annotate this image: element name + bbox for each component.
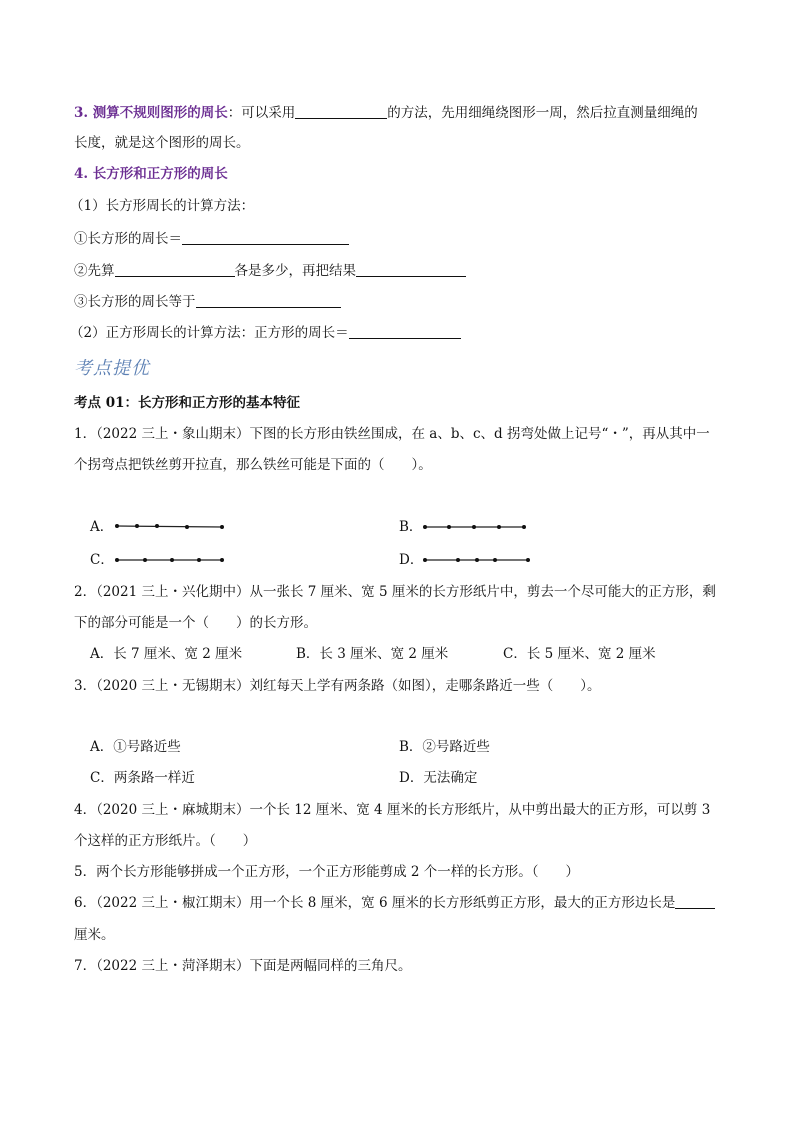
wire-dot	[155, 524, 159, 528]
topic-title: 考点 01：长方形和正方形的基本特征	[74, 395, 300, 411]
point4-item1-blank[interactable]	[182, 230, 349, 245]
q2-option-a[interactable]: A．长 7 厘米、宽 2 厘米	[90, 646, 243, 662]
wire-dot	[115, 558, 119, 562]
q1-line2: 个拐弯点把铁丝剪开拉直，那么铁丝可能是下面的（ ）。	[74, 457, 432, 473]
point4-item1-text: ①长方形的周长＝	[74, 231, 182, 247]
wire-dot	[522, 525, 526, 529]
point4-sub2-blank[interactable]	[349, 324, 461, 339]
q3-option-d[interactable]: D．无法确定	[399, 770, 478, 786]
q3-line: 3．（2020 三上・无锡期末）刘红每天上学有两条路（如图），走哪条路近一些（ ）。	[74, 678, 601, 694]
wire-dot	[170, 558, 174, 562]
point4-item2-blank2[interactable]	[356, 262, 466, 277]
q1-option-b-label: B．	[399, 519, 423, 535]
point3-line2: 长度，就是这个图形的周长。	[74, 135, 250, 151]
q1-option-a-wire	[114, 520, 226, 534]
wire-dot	[423, 558, 427, 562]
q1-line1: 1．（2022 三上・象山期末）下图的长方形由铁丝围成，在 a、b、c、d 拐弯处做上记号“・”，再从其中一	[74, 426, 710, 442]
wire-dot	[456, 558, 460, 562]
wire-dot	[423, 525, 427, 529]
q1-option-a[interactable]	[90, 518, 113, 536]
section-title: 考点提优	[74, 358, 150, 379]
point4-sub2-text: （2）正方形周长的计算方法：正方形的周长＝	[70, 325, 349, 341]
q1-option-d-wire	[422, 553, 534, 567]
q3-option-a[interactable]: A．①号路近些	[90, 739, 181, 755]
q2-option-c[interactable]: C．长 5 厘米、宽 2 厘米	[503, 646, 656, 662]
q6-line2: 厘米。	[74, 927, 115, 943]
q1-option-b[interactable]	[399, 518, 422, 536]
wire-dot	[135, 524, 139, 528]
q1-option-c-wire	[114, 553, 226, 567]
q2-option-b[interactable]: B．长 3 厘米、宽 2 厘米	[296, 646, 449, 662]
wire-line	[117, 526, 222, 527]
q1-option-d[interactable]	[399, 551, 423, 569]
q6-line1	[74, 894, 715, 912]
wire-dot	[472, 525, 476, 529]
point3-line1	[74, 104, 698, 122]
point4-item3-text: ③长方形的周长等于	[74, 294, 196, 310]
point4-item2-text-b: 各是多少，再把结果	[234, 263, 356, 279]
q6-text-a: 6．（2022 三上・椒江期末）用一个长 8 厘米，宽 6 厘米的长方形纸剪正方形，最大的正方形边长是	[74, 895, 676, 911]
q5-line: 5．两个长方形能够拼成一个正方形，一个正方形能剪成 2 个一样的长方形。（ ）	[74, 864, 580, 880]
point4-title: 4. 长方形和正方形的周长	[74, 166, 228, 182]
wire-dot	[475, 558, 479, 562]
q3-option-c[interactable]: C．两条路一样近	[90, 770, 195, 786]
wire-dot	[447, 525, 451, 529]
wire-dot	[493, 558, 497, 562]
point4-item2-blank1[interactable]	[115, 262, 235, 277]
q2-line1: 2．（2021 三上・兴化期中）从一张长 7 厘米、宽 5 厘米的长方形纸片中，剪去一个尽可能大的正方形，剩	[74, 584, 716, 600]
wire-dot	[115, 524, 119, 528]
point3-blank[interactable]	[295, 104, 387, 119]
point4-sub2	[70, 324, 461, 342]
q1-option-b-wire	[422, 520, 530, 534]
q4-line2: 个这样的正方形纸片。（ ）	[74, 833, 257, 849]
point4-item2	[74, 262, 466, 280]
wire-dot	[143, 558, 147, 562]
wire-dot	[220, 525, 224, 529]
point4-item3	[74, 293, 341, 311]
wire-dot	[197, 558, 201, 562]
wire-dot	[185, 525, 189, 529]
point4-item3-blank[interactable]	[196, 293, 341, 308]
point4-sub1: （1）长方形周长的计算方法：	[70, 198, 255, 214]
wire-dot	[220, 558, 224, 562]
q3-option-b[interactable]: B．②号路近些	[399, 739, 490, 755]
wire-dot	[497, 525, 501, 529]
q6-blank[interactable]	[675, 894, 715, 909]
q1-option-d-label: D．	[399, 552, 424, 568]
q1-option-c-label: C．	[90, 552, 114, 568]
q1-option-c[interactable]	[90, 551, 114, 569]
point4-item1	[74, 230, 349, 248]
point3-text-b: 的方法，先用细绳绕图形一周，然后拉直测量细绳的	[387, 105, 698, 121]
q4-line1: 4．（2020 三上・麻城期末）一个长 12 厘米、宽 4 厘米的长方形纸片，从中剪出最大的正方形，可以剪 3	[74, 802, 711, 818]
q1-option-a-label: A．	[90, 519, 114, 535]
q7-line: 7．（2022 三上・菏泽期末）下面是两幅同样的三角尺。	[74, 958, 412, 974]
point4-item2-text-a: ②先算	[74, 263, 115, 279]
point3-title: 3. 测算不规则图形的周长	[74, 105, 228, 121]
point3-text-a: ：可以采用	[227, 105, 296, 121]
wire-dot	[526, 558, 530, 562]
q2-line2: 下的部分可能是一个（ ）的长方形。	[74, 615, 317, 631]
